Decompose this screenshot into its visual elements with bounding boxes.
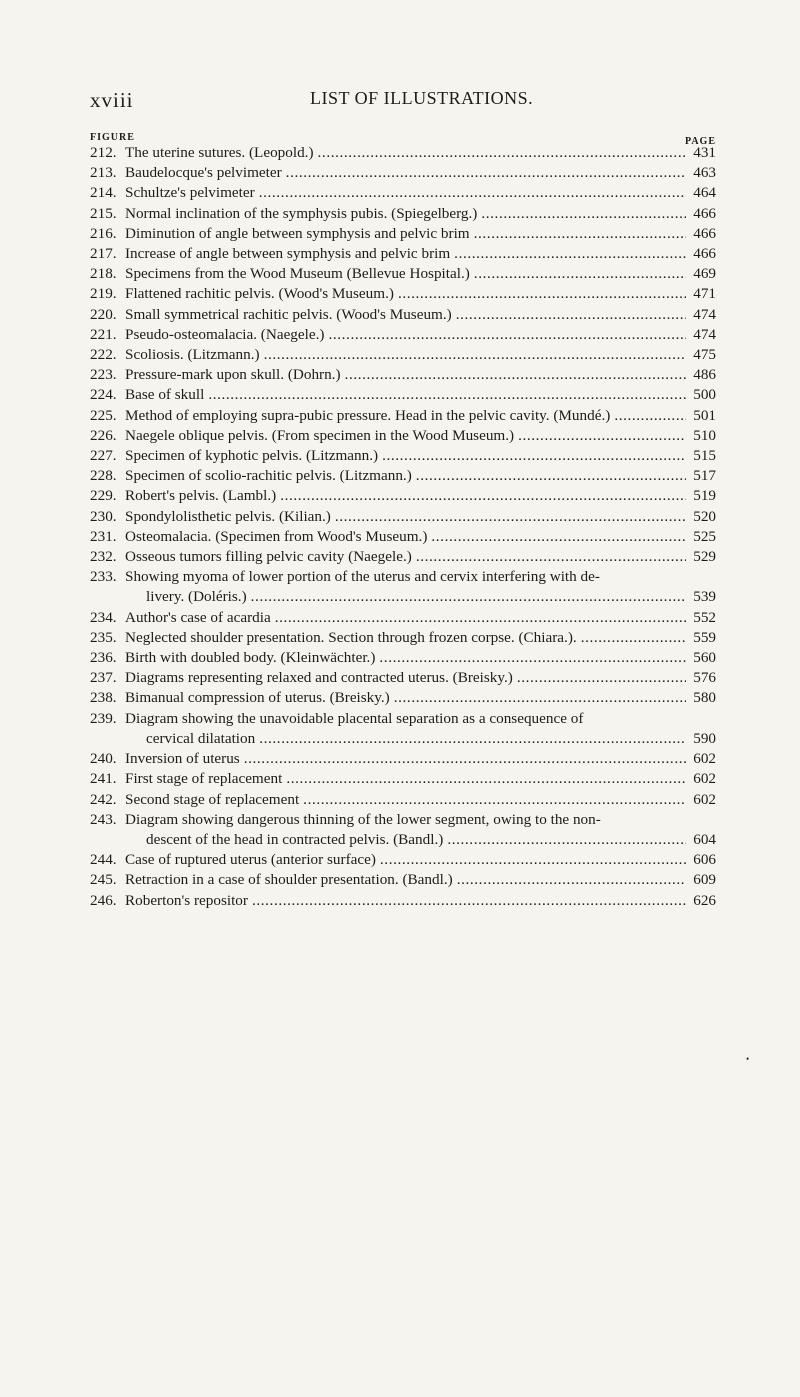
running-title: LIST OF ILLUSTRATIONS. [310,88,534,108]
figure-number: 240. [90,750,117,768]
list-entry [90,365,716,385]
page-number: 606 [693,851,716,869]
entry-title: Normal inclination of the symphysis pubis. (Spiegelberg.) [125,204,478,222]
page-number: 590 [693,729,716,747]
entry-title: Method of employing supra-pubic pressure. Head in the pelvic cavity. (Mundé.) [125,406,611,424]
entry-line [90,830,716,850]
illustration-list [90,143,716,911]
list-entry [90,547,716,567]
page-number: 486 [693,366,716,384]
page-number: 431 [693,144,716,161]
page-number: 552 [693,608,716,626]
entry-title: Spondylolisthetic pelvis. (Kilian.) [125,507,331,525]
entry-line [90,365,716,385]
dot-leader [259,729,686,749]
figure-number: 225. [90,406,117,424]
entry-line [90,587,716,607]
entry-title: Baudelocque's pelvimeter [125,164,282,182]
list-entry [90,850,716,870]
page-number: 559 [693,628,716,646]
dot-leader [398,284,686,304]
page-number: 580 [693,689,716,707]
entry-line [90,527,716,547]
entry-line [90,668,716,688]
dot-leader [457,870,686,890]
entry-title: Author's case of acardia [125,608,271,626]
entry-line [90,163,716,183]
dot-leader [614,406,686,426]
entry-line [90,850,716,870]
entry-line [90,426,716,446]
page-number: 525 [693,527,716,545]
list-entry [90,507,716,527]
list-entry [90,204,716,224]
dot-leader [345,365,686,385]
page-number: 602 [693,770,716,788]
list-entry [90,709,716,749]
dot-leader [416,547,686,567]
entry-title: Showing myoma of lower portion of the uterus and cervix interfering with de- [125,568,600,586]
list-entry [90,790,716,810]
entry-line [90,891,716,911]
list-entry [90,183,716,203]
dot-leader [264,345,686,365]
page-number: 466 [693,245,716,263]
entry-line [90,284,716,304]
page-number: 463 [693,164,716,182]
figure-number: 215. [90,204,117,222]
figure-number: 222. [90,346,117,364]
figure-number: 241. [90,770,117,788]
dot-leader [286,163,686,183]
figure-number: 237. [90,669,117,687]
dot-leader [244,749,686,769]
entry-line [90,749,716,769]
page-number: 576 [693,669,716,687]
entry-line [90,729,716,749]
entry-title: Diminution of angle between symphysis and pelvic brim [125,224,470,242]
page-number: 469 [693,265,716,283]
page-number: 471 [693,285,716,303]
dot-leader [380,850,686,870]
page-number: 529 [693,548,716,566]
dot-leader [379,648,686,668]
figure-number: 239. [90,709,117,727]
entry-title: Case of ruptured uterus (anterior surface) [125,851,376,869]
entry-line [90,810,716,830]
entry-title: Inversion of uterus [125,750,240,768]
list-entry [90,284,716,304]
entry-title: Specimen of scolio-rachitic pelvis. (Litzmann.) [125,467,412,485]
figure-number: 216. [90,224,117,242]
list-entry [90,870,716,890]
list-entry [90,143,716,163]
entry-line [90,507,716,527]
dot-leader [286,769,686,789]
list-entry [90,628,716,648]
figure-number: 228. [90,467,117,485]
entry-title: Naegele oblique pelvis. (From specimen in the Wood Museum.) [125,426,515,444]
page-number: 466 [693,224,716,242]
figure-number: 235. [90,628,117,646]
entry-line [90,466,716,486]
page-number: 560 [693,649,716,667]
entry-line [90,305,716,325]
page-column-label: PAGE [684,136,716,147]
entry-title: Second stage of replacement [125,790,300,808]
entry-title: Roberton's repositor [125,891,248,909]
list-entry [90,769,716,789]
entry-line [90,486,716,506]
page-number: 464 [693,184,716,202]
page-number: 626 [693,891,716,909]
list-entry [90,426,716,446]
dot-leader [251,587,686,607]
figure-number: 246. [90,891,117,909]
figure-number: 213. [90,164,117,182]
entry-title: descent of the head in contracted pelvis. (Bandl.) [146,830,444,848]
dot-leader [252,891,686,911]
dot-leader [318,143,686,163]
figure-number: 238. [90,689,117,707]
entry-title: Diagrams representing relaxed and contracted uterus. (Breisky.) [125,669,513,687]
page-number: 602 [693,790,716,808]
entry-line [90,608,716,628]
page-number: 539 [693,588,716,606]
figure-number: 221. [90,325,117,343]
dot-leader [328,325,686,345]
entry-line [90,769,716,789]
entry-line [90,264,716,284]
page-number: 519 [693,487,716,505]
list-entry [90,648,716,668]
entry-line [90,870,716,890]
figure-number: 232. [90,548,117,566]
list-entry [90,224,716,244]
dot-leader [481,204,686,224]
list-entry [90,486,716,506]
entry-title: Birth with doubled body. (Kleinwächter.) [125,649,376,667]
dot-leader [474,264,686,284]
entry-line [90,224,716,244]
page-number: 466 [693,204,716,222]
dot-leader [447,830,686,850]
list-entry [90,163,716,183]
entry-title: First stage of replacement [125,770,283,788]
list-entry [90,325,716,345]
running-head [0,88,800,118]
list-entry [90,567,716,607]
entry-line [90,143,716,163]
dot-leader [474,224,686,244]
dot-leader [416,466,686,486]
figure-number: 234. [90,608,117,626]
dot-leader [517,668,686,688]
list-entry [90,466,716,486]
dot-leader [335,507,686,527]
dot-leader [275,608,686,628]
entry-line [90,406,716,426]
entry-title: Increase of angle between symphysis and pelvic brim [125,245,451,263]
figure-number: 245. [90,871,117,889]
figure-number: 231. [90,527,117,545]
figure-column-label: FIGURE [90,132,135,143]
list-entry [90,385,716,405]
list-entry [90,810,716,850]
page-number: 474 [693,305,716,323]
entry-title: cervical dilatation [146,729,256,747]
page-number: 604 [693,830,716,848]
entry-title: Flattened rachitic pelvis. (Wood's Museum.) [125,285,394,303]
dot-leader [454,244,686,264]
dot-leader [208,385,686,405]
entry-line [90,790,716,810]
dot-leader [431,527,686,547]
list-entry [90,749,716,769]
entry-title: Osteomalacia. (Specimen from Wood's Museum.) [125,527,428,545]
figure-number: 214. [90,184,117,202]
page-number: 609 [693,871,716,889]
stray-mark: • [746,1054,750,1064]
page-folio: xviii [90,88,134,112]
dot-leader [581,628,686,648]
page-number: 474 [693,325,716,343]
entry-title: Robert's pelvis. (Lambl.) [125,487,277,505]
entry-title: Pressure-mark upon skull. (Dohrn.) [125,366,341,384]
figure-number: 227. [90,447,117,465]
entry-title: Scoliosis. (Litzmann.) [125,346,260,364]
entry-title: Schultze's pelvimeter [125,184,255,202]
entry-title: Bimanual compression of uterus. (Breisky.) [125,689,390,707]
figure-number: 218. [90,265,117,283]
figure-number: 236. [90,649,117,667]
entry-line [90,628,716,648]
entry-line [90,183,716,203]
page-number: 517 [693,467,716,485]
page-number: 510 [693,426,716,444]
dot-leader [280,486,686,506]
figure-number: 212. [90,144,117,161]
entry-title: Diagram showing dangerous thinning of the lower segment, owing to the non- [125,810,601,828]
entry-title: Osseous tumors filling pelvic cavity (Naegele.) [125,548,412,566]
figure-number: 230. [90,507,117,525]
list-entry [90,264,716,284]
entry-line [90,325,716,345]
page-number: 515 [693,447,716,465]
page-number: 475 [693,346,716,364]
list-entry [90,244,716,264]
figure-number: 244. [90,851,117,869]
entry-title: Neglected shoulder presentation. Section through frozen corpse. (Chiara.). [125,628,577,646]
entry-line [90,648,716,668]
dot-leader [518,426,686,446]
list-entry [90,688,716,708]
entry-line [90,547,716,567]
figure-number: 233. [90,568,117,586]
figure-number: 226. [90,426,117,444]
entry-title: Specimens from the Wood Museum (Bellevue Hospital.) [125,265,470,283]
figure-number: 217. [90,245,117,263]
dot-leader [456,305,686,325]
figure-number: 223. [90,366,117,384]
entry-line [90,204,716,224]
entry-line [90,345,716,365]
entry-line [90,688,716,708]
entry-title: Retraction in a case of shoulder presentation. (Bandl.) [125,871,453,889]
dot-leader [382,446,686,466]
figure-number: 224. [90,386,117,404]
figure-number: 220. [90,305,117,323]
figure-number: 242. [90,790,117,808]
page-number: 500 [693,386,716,404]
entry-title: livery. (Doléris.) [146,588,247,606]
list-entry [90,305,716,325]
page-number: 501 [693,406,716,424]
entry-line [90,446,716,466]
entry-title: The uterine sutures. (Leopold.) [125,144,314,161]
entry-line [90,567,716,587]
entry-title: Base of skull [125,386,205,404]
figure-number: 229. [90,487,117,505]
figure-number: 219. [90,285,117,303]
entry-line [90,244,716,264]
list-entry [90,527,716,547]
page-number: 602 [693,750,716,768]
entry-title: Diagram showing the unavoidable placental separation as a consequence of [125,709,584,727]
list-entry [90,668,716,688]
entry-title: Small symmetrical rachitic pelvis. (Wood's Museum.) [125,305,452,323]
entry-line [90,385,716,405]
dot-leader [303,790,686,810]
entry-title: Pseudo-osteomalacia. (Naegele.) [125,325,325,343]
list-entry [90,406,716,426]
list-entry [90,345,716,365]
list-entry [90,446,716,466]
dot-leader [394,688,686,708]
entry-line [90,709,716,729]
dot-leader [259,183,686,203]
figure-number: 243. [90,810,117,828]
page-number: 520 [693,507,716,525]
list-entry [90,608,716,628]
list-entry [90,891,716,911]
entry-title: Specimen of kyphotic pelvis. (Litzmann.) [125,447,379,465]
